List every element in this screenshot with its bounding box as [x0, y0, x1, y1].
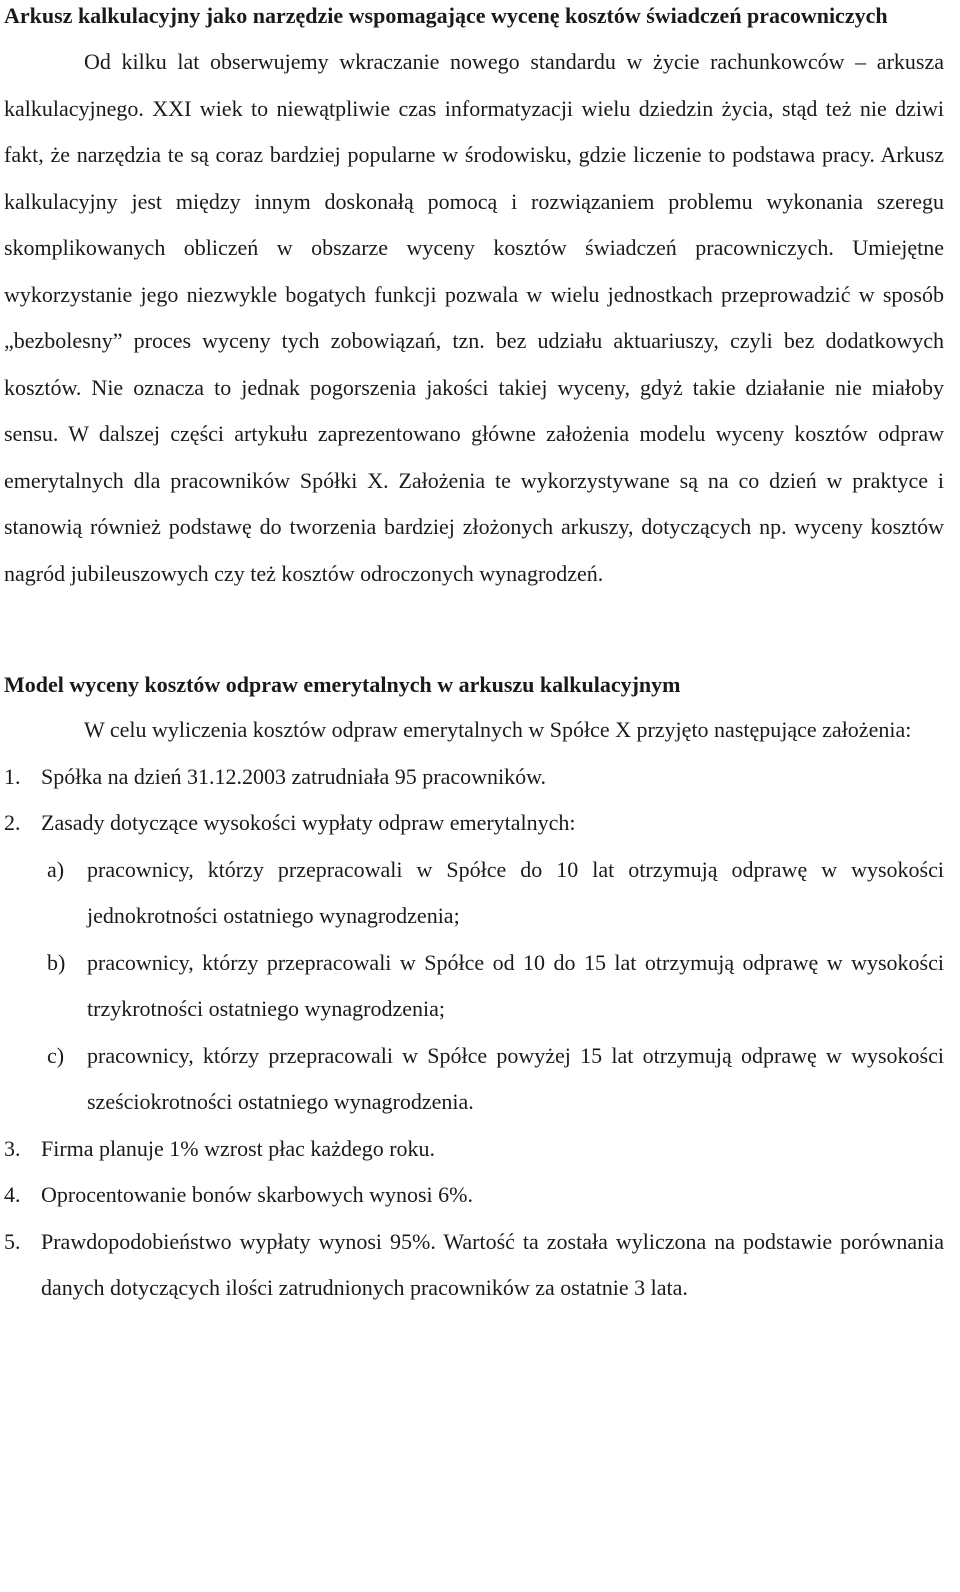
- list-item-text: Spółka na dzień 31.12.2003 zatrudniała 95 pracowników.: [41, 763, 547, 789]
- list-number: 3.: [4, 1135, 21, 1161]
- section-lead-paragraph: W celu wyliczenia kosztów odpraw emerytalnych w Spółce X przyjęto następujące założenia:: [84, 717, 912, 742]
- list-item-2: [4, 800, 944, 847]
- sub-item-letter: c): [47, 1042, 65, 1068]
- sub-item-b: [4, 940, 944, 1033]
- document-title: Arkusz kalkulacyjny jako narzędzie wspomagające wycenę kosztów świadczeń pracowniczych: [4, 3, 888, 28]
- list-item-1: [4, 754, 944, 801]
- list-item-text: Zasady dotyczące wysokości wypłaty odpraw emerytalnych:: [41, 810, 576, 835]
- document-page: [4, 0, 944, 1312]
- list-item-text: Oprocentowanie bonów skarbowych wynosi 6%.: [41, 1182, 473, 1207]
- list-number: 2.: [4, 810, 21, 835]
- list-item-text: Prawdopodobieństwo wypłaty wynosi 95%. Wartość ta została wyliczona na podstawie porównania danych dotyczących ilości zatrudnionych pracowników za ostatnie 3 lata.: [41, 1228, 944, 1300]
- intro-paragraph: Od kilku lat obserwujemy wkraczanie nowego standardu w życie rachunkowców – arkusza kalkulacyjnego. XXI wiek to niewątpliwie czas informatyzacji wielu dziedzin życia, stąd też nie dziwi fakt, że narzędzia te są coraz bardziej popularne w środowisku, gdzie liczenie to podstawa pracy. Arkusz kalkulacyjny jest między innym doskonałą pomocą i rozwiązaniem problemu wykonania szeregu skomplikowanych obliczeń w obszarze wyceny kosztów świadczeń pracowniczych. Umiejętne wykorzystanie jego niezwykle bogatych funkcji pozwala w wielu jednostkach przeprowadzić w sposób „bezbolesny” proces wyceny tych zobowiązań, tzn. bez udziału aktuariuszy, czyli bez dodatkowych kosztów. Nie oznacza to jednak pogorszenia jakości takiej wyceny, gdyż takie działanie nie miałoby sensu. W dalszej części artykułu zaprezentowano główne założenia modelu wyceny kosztów odpraw emerytalnych dla pracowników Spółki X. Założenia te wykorzystywane są na co dzień w praktyce i stanowią również podstawę do tworzenia bardziej złożonych arkuszy, dotyczących np. wyceny kosztów nagród jubileuszowych czy też kosztów odroczonych wynagrodzeń.: [4, 49, 944, 586]
- sub-item-a: [4, 847, 944, 940]
- list-item-4: [4, 1172, 944, 1219]
- list-item-5: [4, 1219, 944, 1312]
- list-item-text: Firma planuje 1% wzrost płac każdego roku.: [41, 1135, 436, 1161]
- sub-item-letter: b): [47, 949, 66, 975]
- sub-item-text: pracownicy, którzy przepracowali w Spółce powyżej 15 lat otrzymują odprawę w wysokości sześciokrotności ostatniego wynagrodzenia.: [87, 1042, 944, 1114]
- sub-item-c: [4, 1033, 944, 1126]
- section-title: Model wyceny kosztów odpraw emerytalnych w arkuszu kalkulacyjnym: [4, 672, 681, 697]
- list-number: 5.: [4, 1228, 21, 1254]
- sub-item-text: pracownicy, którzy przepracowali w Spółce do 10 lat otrzymują odprawę w wysokości jednokrotności ostatniego wynagrodzenia;: [87, 856, 944, 928]
- list-number: 4.: [4, 1182, 21, 1207]
- sub-item-letter: a): [47, 856, 65, 882]
- sub-item-text: pracownicy, którzy przepracowali w Spółce od 10 do 15 lat otrzymują odprawę w wysokości trzykrotności ostatniego wynagrodzenia;: [87, 949, 944, 1021]
- list-item-3: [4, 1126, 944, 1173]
- list-number: 1.: [4, 763, 21, 789]
